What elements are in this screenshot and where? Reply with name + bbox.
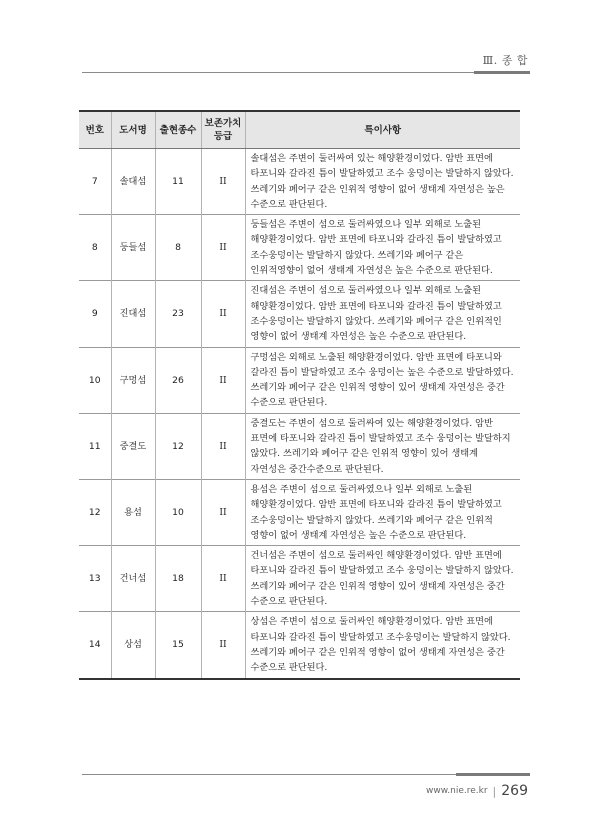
header-conservation-grade	[201, 111, 245, 149]
header-notes: 특이사항	[245, 111, 520, 149]
cell-island-name: 상섬	[111, 612, 155, 679]
cell-notes: 둥들섬은 주변이 섬으로 둘러싸였으나 일부 외해로 노출된 해양환경이었다. 암반 표면에 타포니와 갈라진 틈이 발달하였고 조수웅덩이는 발달하지 않았다. 쓰레기와 폐어구 같은 인위적영향이 없어 생태계 자연성은 높은 수준으로 판단된다.	[245, 215, 520, 281]
cell-number: 10	[79, 347, 111, 413]
header-rule	[82, 72, 530, 73]
cell-grade: II	[201, 215, 245, 281]
table-row	[79, 215, 520, 281]
cell-notes: 솔대섬은 주변이 둘러싸여 있는 해양환경이었다. 암반 표면에 타포니와 갈라진 틈이 발달하였고 조수 웅덩이는 발달하지 않았다. 쓰레기와 폐어구 같은 인위적 영향이 없어 생태계 자연성은 높은 수준으로 판단된다.	[245, 149, 520, 215]
cell-island-name: 중결도	[111, 413, 155, 479]
cell-species-count: 11	[155, 149, 201, 215]
cell-grade: II	[201, 149, 245, 215]
cell-species-count: 8	[155, 215, 201, 281]
cell-number: 12	[79, 479, 111, 545]
cell-notes: 진대섬은 주변이 섬으로 둘러싸였으나 일부 외해로 노출된 해양환경이었다. 암반 표면에 타포니와 갈라진 틈이 발달하였고 조수웅덩이는 발달하지 않았다. 쓰레기와 폐어구 같은 인위적인 영향이 없어 생태계 자연성은 높은 수준으로 판단된다.	[245, 281, 520, 347]
table-row	[79, 149, 520, 215]
chapter-heading: Ⅲ. 종 합	[482, 54, 528, 67]
header-island-name: 도서명	[111, 111, 155, 149]
header-rule-accent	[474, 71, 530, 74]
table-row	[79, 479, 520, 545]
table-row	[79, 612, 520, 679]
cell-grade: II	[201, 479, 245, 545]
cell-number: 8	[79, 215, 111, 281]
cell-notes: 구멍섬은 외해로 노출된 해양환경이었다. 암반 표면에 타포니와 갈라진 틈이 발달하였고 조수 웅덩이는 높은 수준으로 발달하였다. 쓰레기와 폐어구 같은 인위적 영향이 있어 생태계 자연성은 중간 수준으로 판단된다.	[245, 347, 520, 413]
table-row	[79, 281, 520, 347]
site-url: www.nie.re.kr	[426, 786, 488, 796]
header-grade-line1: 보존가치	[204, 118, 242, 129]
header-species-count: 출현종수	[155, 111, 201, 149]
cell-species-count: 26	[155, 347, 201, 413]
island-survey-table	[79, 110, 520, 680]
cell-number: 7	[79, 149, 111, 215]
page-number: 269	[501, 783, 528, 799]
cell-grade: II	[201, 546, 245, 612]
header-number: 번호	[79, 111, 111, 149]
table-row	[79, 413, 520, 479]
cell-species-count: 10	[155, 479, 201, 545]
cell-species-count: 18	[155, 546, 201, 612]
cell-notes: 중결도는 주변이 섬으로 둘러싸여 있는 해양환경이었다. 암반 표면에 타포니와 갈라진 틈이 발달하였고 조수 웅덩이는 발달하지 않았다. 쓰레기와 폐어구 같은 인위적 영향이 있어 생태계 자연성은 중간수준으로 판단된다.	[245, 413, 520, 479]
cell-species-count: 23	[155, 281, 201, 347]
cell-number: 13	[79, 546, 111, 612]
footer-rule-accent	[456, 773, 530, 776]
cell-species-count: 15	[155, 612, 201, 679]
cell-grade: II	[201, 281, 245, 347]
cell-notes: 상섬은 주변이 섬으로 둘러싸인 해양환경이었다. 암반 표면에 타포니와 갈라진 틈이 발달하였고 조수웅덩이는 발달하지 않았다. 쓰레기와 폐어구 같은 인위적 영향이 없어 생태계 자연성은 중간 수준으로 판단된다.	[245, 612, 520, 679]
footer-separator: |	[492, 784, 497, 798]
cell-grade: II	[201, 347, 245, 413]
cell-grade: II	[201, 413, 245, 479]
cell-island-name: 솔대섬	[111, 149, 155, 215]
header-grade-line2: 등급	[213, 131, 233, 142]
cell-island-name: 건너섬	[111, 546, 155, 612]
cell-number: 9	[79, 281, 111, 347]
cell-number: 11	[79, 413, 111, 479]
cell-island-name: 용섬	[111, 479, 155, 545]
page-footer	[426, 783, 528, 799]
table-row	[79, 546, 520, 612]
cell-notes: 건너섬은 주변이 섬으로 둘러싸인 해양환경이었다. 암반 표면에 타포니와 갈라진 틈이 발달하였고 조수 웅덩이는 발달하지 않았다. 쓰레기와 폐어구 같은 인위적 영향이 있어 생태계 자연성은 중간 수준으로 판단된다.	[245, 546, 520, 612]
cell-species-count: 12	[155, 413, 201, 479]
table-header-row	[79, 111, 520, 149]
cell-island-name: 구멍섬	[111, 347, 155, 413]
cell-island-name: 둥들섬	[111, 215, 155, 281]
cell-grade: II	[201, 612, 245, 679]
table-row	[79, 347, 520, 413]
cell-notes: 용섬은 주변이 섬으로 둘러싸였으나 일부 외해로 노출된 해양환경이었다. 암반 표면에 타포니와 갈라진 틈이 발달하였고 조수웅덩이는 발달하지 않았다. 쓰레기와 폐어구 같은 인위적 영향이 없어 생태계 자연성은 높은 수준으로 판단된다.	[245, 479, 520, 545]
cell-number: 14	[79, 612, 111, 679]
cell-island-name: 진대섬	[111, 281, 155, 347]
